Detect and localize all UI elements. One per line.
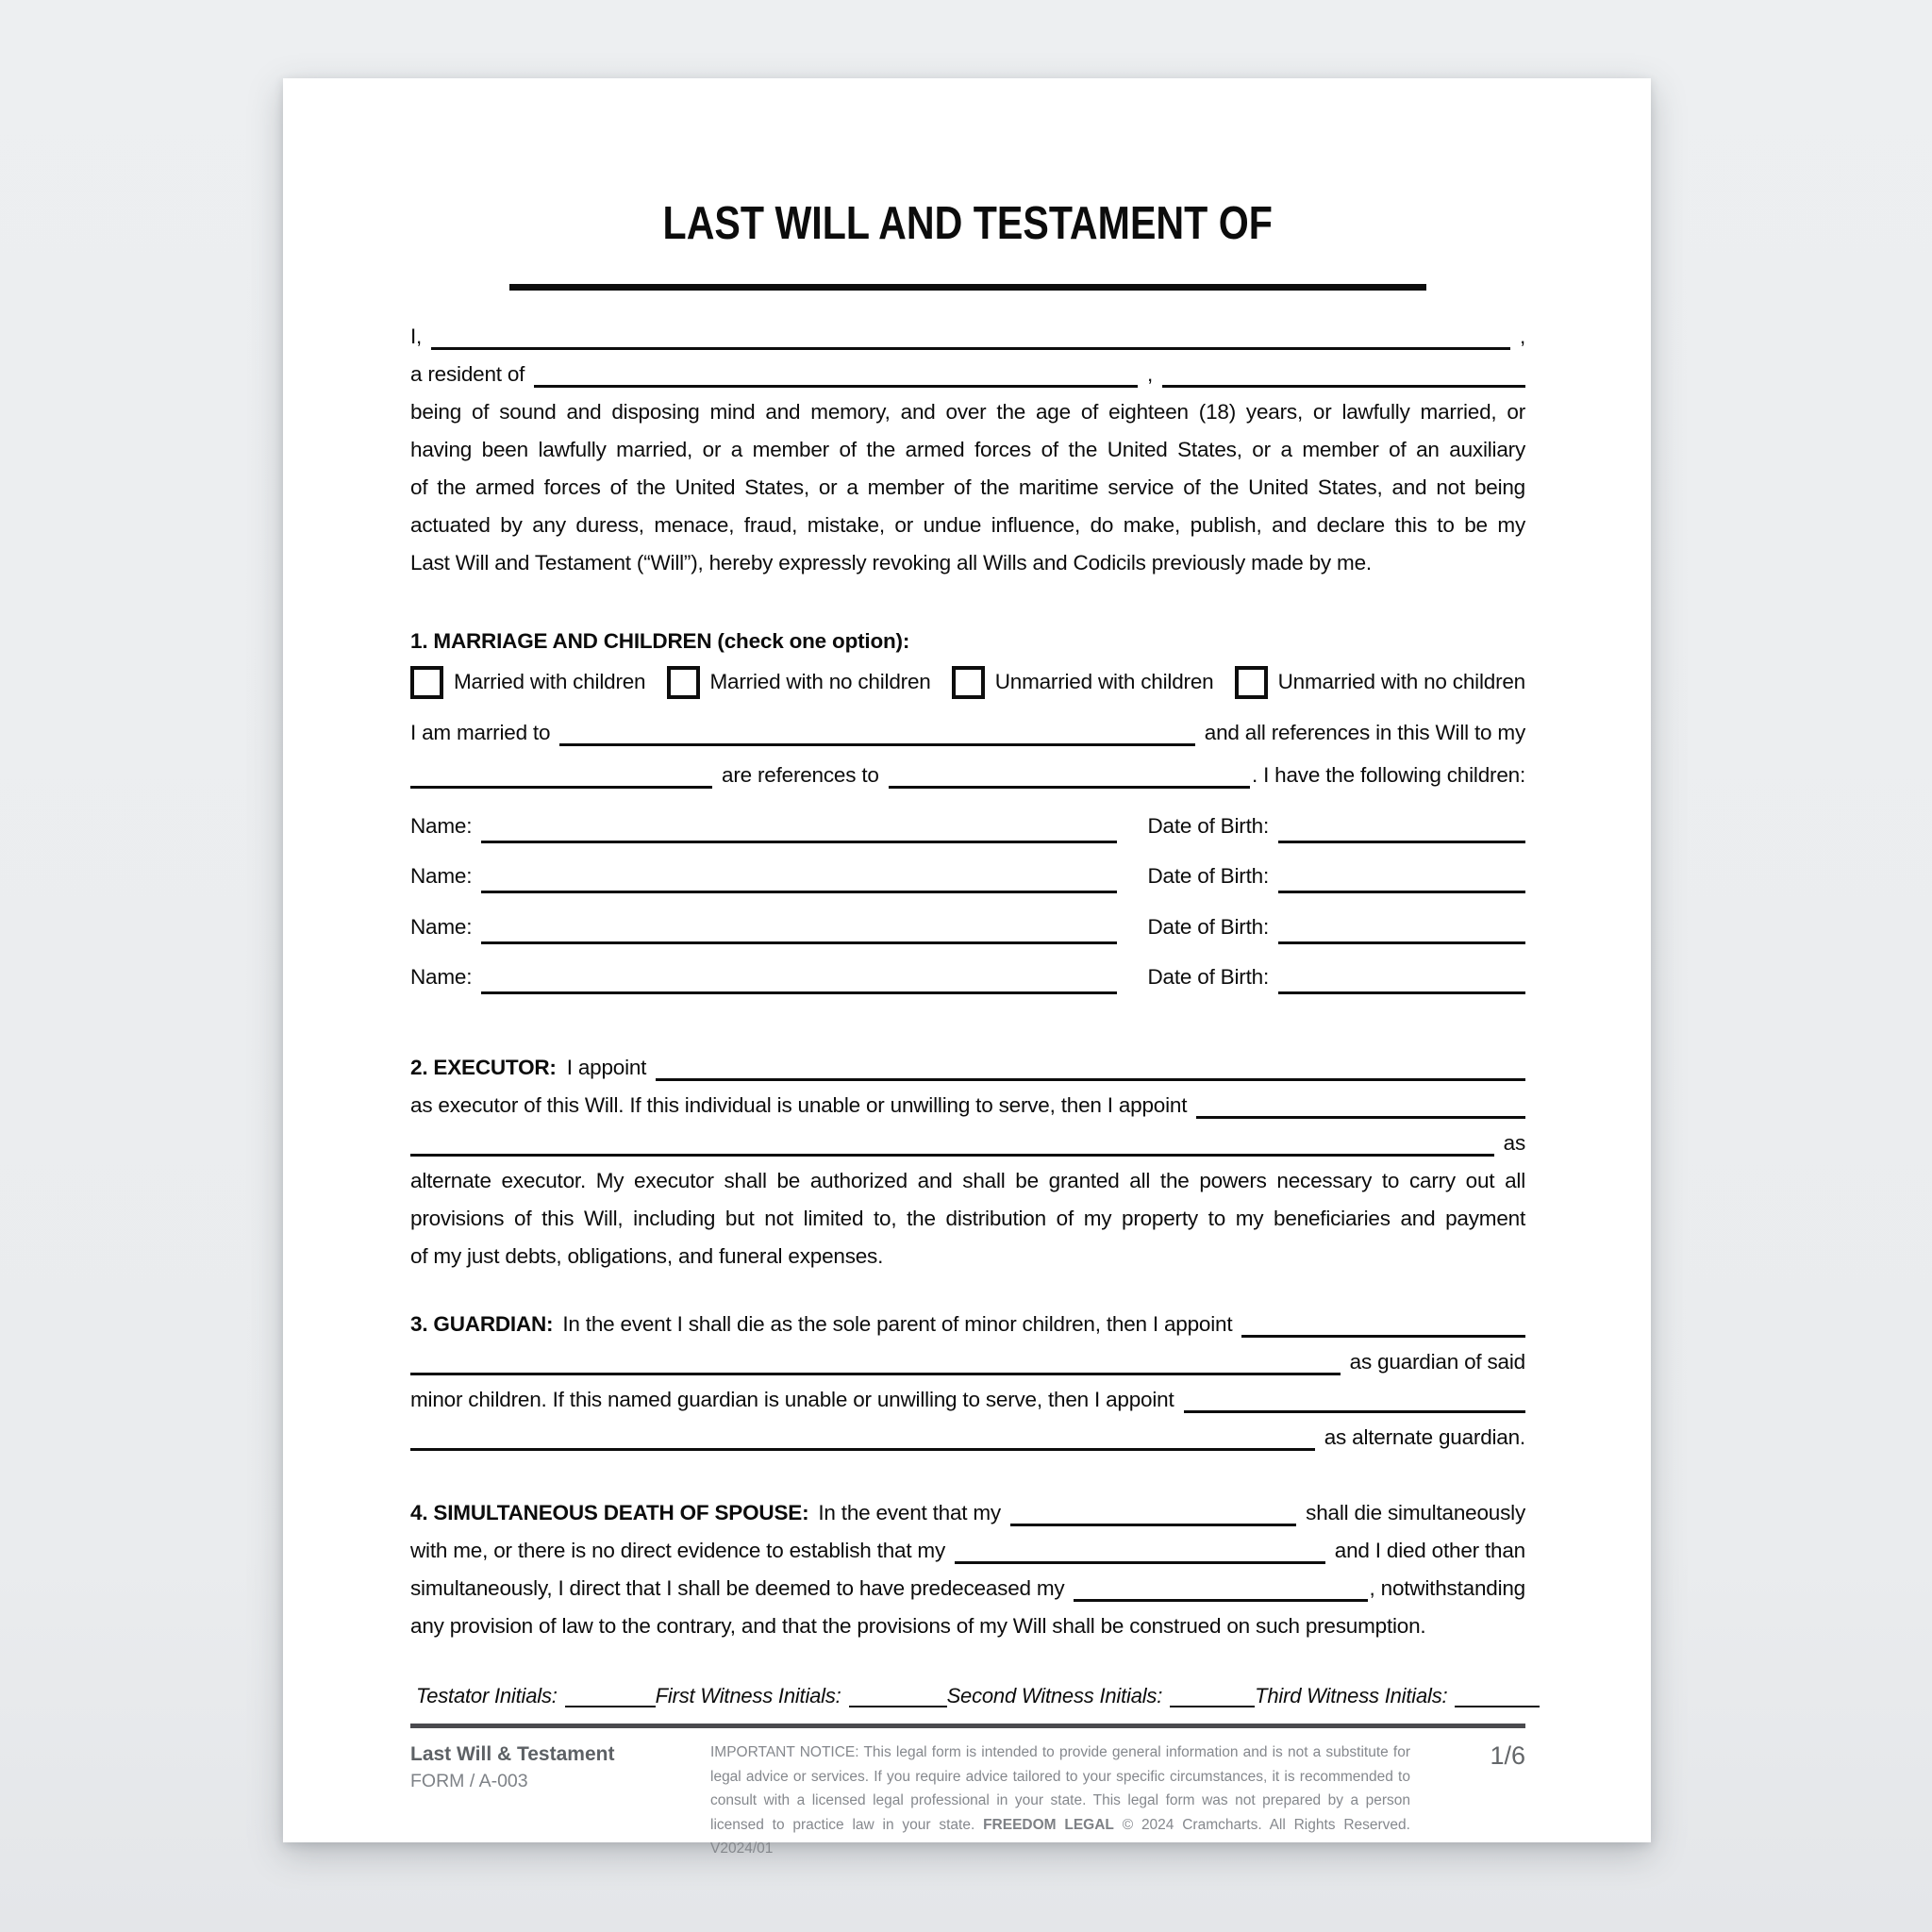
- option-married-with-children: [410, 666, 645, 699]
- third-witness-initials-input[interactable]: [1455, 1706, 1540, 1707]
- guardian-name-input-b[interactable]: [410, 1373, 1341, 1375]
- option-label: Unmarried with no children: [1277, 670, 1525, 693]
- executor-name-input[interactable]: [656, 1078, 1525, 1081]
- spouse-name-input[interactable]: [559, 743, 1194, 746]
- section-4-line-1: [410, 1494, 1525, 1532]
- footer-page-number: 1/6: [1490, 1741, 1525, 1770]
- testator-initials-label: Testator Initials:: [416, 1684, 558, 1707]
- executor-appoint-text: I appoint: [566, 1056, 647, 1079]
- section-3-heading-text: 3. GUARDIAN:: [410, 1312, 554, 1336]
- simultaneous-line-2-text: with me, or there is no direct evidence to establish that my: [410, 1539, 946, 1562]
- guardian-line-2-text: as guardian of said: [1349, 1350, 1525, 1374]
- section-2-line-3: [410, 1124, 1525, 1162]
- guardian-line-4-text: as alternate guardian.: [1324, 1425, 1525, 1449]
- option-unmarried-with-children: [952, 666, 1214, 699]
- footer-brand: FREEDOM LEGAL: [983, 1816, 1114, 1833]
- footer-notice-label: IMPORTANT NOTICE:: [710, 1744, 859, 1760]
- intro-line-6: [410, 507, 1525, 544]
- intro-line-7: [410, 544, 1525, 582]
- simultaneous-line-3-text: simultaneously, I direct that I shall be deemed to have predeceased my: [410, 1576, 1065, 1600]
- footer-notice: [710, 1740, 1410, 1861]
- second-witness-initials-input[interactable]: [1170, 1706, 1255, 1707]
- intro-text: being of sound and disposing mind and memory, and over the age of eighteen (18) years, or lawfully married, or: [410, 400, 1525, 424]
- second-witness-initials: [947, 1677, 1256, 1715]
- intro-line-4: [410, 431, 1525, 469]
- spouse-reference-input-2[interactable]: [955, 1561, 1325, 1564]
- alternate-guardian-input-a[interactable]: [1184, 1410, 1525, 1413]
- testator-initials: [416, 1677, 656, 1715]
- child-dob-input-1[interactable]: [1278, 841, 1525, 843]
- executor-as-text: as: [1503, 1131, 1525, 1155]
- intro-line-3: [410, 393, 1525, 431]
- child-dob-input-2[interactable]: [1278, 891, 1525, 893]
- testator-name-field[interactable]: [509, 284, 1426, 291]
- simultaneous-line-1-suffix: shall die simultaneously: [1306, 1501, 1525, 1524]
- child-name-input-3[interactable]: [481, 941, 1117, 944]
- third-witness-initials-label: Third Witness Initials:: [1255, 1684, 1448, 1707]
- guardian-line-3-text: minor children. If this named guardian is unable or unwilling to serve, then I appoint: [410, 1388, 1174, 1411]
- intro-text: of the armed forces of the United States, or a member of the maritime service of the United States, and not being: [410, 475, 1525, 499]
- simultaneous-line-3-suffix: , notwithstanding: [1369, 1576, 1525, 1600]
- intro-i-suffix: ,: [1519, 325, 1525, 348]
- intro-line-5: [410, 469, 1525, 507]
- checkbox-unmarried-with-children[interactable]: [952, 666, 985, 699]
- footer-copyright: © 2024 Cramcharts. All Rights Reserved. V2024/01: [710, 1816, 1410, 1857]
- section-3-line-3: [410, 1381, 1525, 1419]
- executor-text: of my just debts, obligations, and funeral expenses.: [410, 1244, 884, 1268]
- married-to-prefix: I am married to: [410, 721, 551, 744]
- residence-city-input[interactable]: [534, 385, 1138, 388]
- section-3-line-1: [410, 1306, 1525, 1343]
- third-witness-initials: [1255, 1677, 1540, 1715]
- intro-text: having been lawfully married, or a member of the armed forces of the United States, or a member of an auxiliary: [410, 438, 1525, 461]
- footer-form-code: FORM / A-003: [410, 1771, 528, 1791]
- residence-state-input[interactable]: [1162, 385, 1525, 388]
- child-name-input-1[interactable]: [481, 841, 1117, 843]
- spouse-relation-input[interactable]: [410, 786, 712, 789]
- section-4-heading-text: 4. SIMULTANEOUS DEATH OF SPOUSE:: [410, 1501, 809, 1524]
- intro-line-1: [410, 318, 1525, 356]
- initials-row: [416, 1677, 1459, 1715]
- footer-divider: [410, 1724, 1525, 1728]
- guardian-line-1-text: In the event I shall die as the sole parent of minor children, then I appoint: [562, 1312, 1233, 1336]
- intro-text: actuated by any duress, menace, fraud, mistake, or undue influence, do make, publish, and declare this to be my: [410, 513, 1525, 537]
- executor-text: alternate executor. My executor shall be authorized and shall be granted all the powers necessary to carry out all: [410, 1169, 1525, 1192]
- married-to-suffix: and all references in this Will to my: [1204, 721, 1525, 744]
- section-3-line-4: [410, 1419, 1525, 1457]
- first-witness-initials-input[interactable]: [849, 1706, 947, 1707]
- references-mid: are references to: [722, 763, 879, 787]
- simultaneous-line-2-suffix: and I died other than: [1334, 1539, 1525, 1562]
- marital-status-options: [410, 660, 1525, 704]
- footer-notice-body: This legal form is intended to provide general information and is not a substitute for legal advice or services. If you require advice tailored to your specific circumstances, it is recommended to consult with a licensed legal professional in your state. This legal form was not prepared by a person licensed to practice law in your state.: [710, 1744, 1410, 1833]
- section-2-line-1: [410, 1049, 1525, 1087]
- section-2-line-2: [410, 1087, 1525, 1124]
- resident-prefix: a resident of: [410, 362, 525, 386]
- married-to-line: [410, 714, 1525, 752]
- resident-comma: ,: [1146, 362, 1153, 386]
- checkbox-married-with-children[interactable]: [410, 666, 443, 699]
- child-row-4: [410, 952, 1525, 1002]
- second-witness-initials-label: Second Witness Initials:: [946, 1684, 1163, 1707]
- testator-initials-input[interactable]: [565, 1706, 656, 1707]
- child-row-1: [410, 801, 1525, 851]
- references-line: [410, 757, 1525, 794]
- child-dob-label: Date of Birth:: [1147, 965, 1269, 989]
- page-title-text: LAST WILL AND TESTAMENT OF: [662, 198, 1274, 249]
- option-married-no-children: [667, 666, 931, 699]
- section-2-line-6: [410, 1238, 1525, 1275]
- document-page: [283, 78, 1651, 1857]
- spouse-reference-input-3[interactable]: [1074, 1599, 1367, 1602]
- child-name-label: Name:: [410, 864, 473, 888]
- guardian-name-input-a[interactable]: [1241, 1335, 1525, 1338]
- section-4-line-2: [410, 1532, 1525, 1570]
- references-suffix: . I have the following children:: [1251, 763, 1525, 787]
- first-witness-initials-label: First Witness Initials:: [655, 1684, 841, 1707]
- option-label: Unmarried with children: [994, 670, 1214, 693]
- checkbox-married-no-children[interactable]: [667, 666, 700, 699]
- section-4-line-3: [410, 1570, 1525, 1607]
- simultaneous-line-4-text: any provision of law to the contrary, and that the provisions of my Will shall be construed on such presumption.: [410, 1614, 1426, 1638]
- child-name-input-2[interactable]: [481, 891, 1117, 893]
- executor-text: provisions of this Will, including but not limited to, the distribution of my property to my beneficiaries and payment: [410, 1207, 1525, 1230]
- intro-text: Last Will and Testament (“Will”), hereby expressly revoking all Wills and Codicils previously made by me.: [410, 551, 1372, 575]
- testator-full-name-input[interactable]: [431, 347, 1510, 350]
- section-2-line-5: [410, 1200, 1525, 1238]
- intro-line-2: [410, 356, 1525, 393]
- section-4-line-4: [410, 1607, 1525, 1645]
- child-dob-input-4[interactable]: [1278, 991, 1525, 994]
- alternate-guardian-input-b[interactable]: [410, 1448, 1315, 1451]
- document-content: [410, 78, 1525, 1857]
- intro-i-prefix: I,: [410, 325, 423, 348]
- page-title: [410, 197, 1525, 250]
- child-name-input-4[interactable]: [481, 991, 1117, 994]
- footer-doc-title: Last Will & Testament: [410, 1743, 615, 1765]
- option-unmarried-no-children: [1235, 666, 1525, 699]
- child-dob-label: Date of Birth:: [1147, 814, 1269, 838]
- child-name-label: Name:: [410, 915, 473, 939]
- child-name-label: Name:: [410, 965, 473, 989]
- alternate-executor-input-b[interactable]: [410, 1154, 1494, 1157]
- simultaneous-line-1-text: In the event that my: [818, 1501, 1001, 1524]
- option-label: Married with no children: [709, 670, 931, 693]
- section-3-line-2: [410, 1343, 1525, 1381]
- section-1-heading-text: 1. MARRIAGE AND CHILDREN (check one option):: [410, 629, 910, 653]
- section-1-heading: [410, 623, 1525, 660]
- child-dob-label: Date of Birth:: [1147, 864, 1269, 888]
- child-dob-label: Date of Birth:: [1147, 915, 1269, 939]
- section-2-heading-text: 2. EXECUTOR:: [410, 1056, 557, 1079]
- section-2-line-4: [410, 1162, 1525, 1200]
- spouse-reference-input-1[interactable]: [1010, 1524, 1296, 1526]
- option-label: Married with children: [454, 670, 646, 693]
- footer-left: [410, 1740, 710, 1795]
- child-row-3: [410, 902, 1525, 952]
- checkbox-unmarried-no-children[interactable]: [1235, 666, 1268, 699]
- executor-line-2-text: as executor of this Will. If this individual is unable or unwilling to serve, then I appoint: [410, 1093, 1188, 1117]
- spouse-reference-input[interactable]: [889, 786, 1250, 789]
- alternate-executor-input-a[interactable]: [1196, 1116, 1525, 1119]
- child-dob-input-3[interactable]: [1278, 941, 1525, 944]
- child-name-label: Name:: [410, 814, 473, 838]
- footer: [410, 1740, 1525, 1861]
- first-witness-initials: [656, 1677, 947, 1715]
- child-row-2: [410, 851, 1525, 901]
